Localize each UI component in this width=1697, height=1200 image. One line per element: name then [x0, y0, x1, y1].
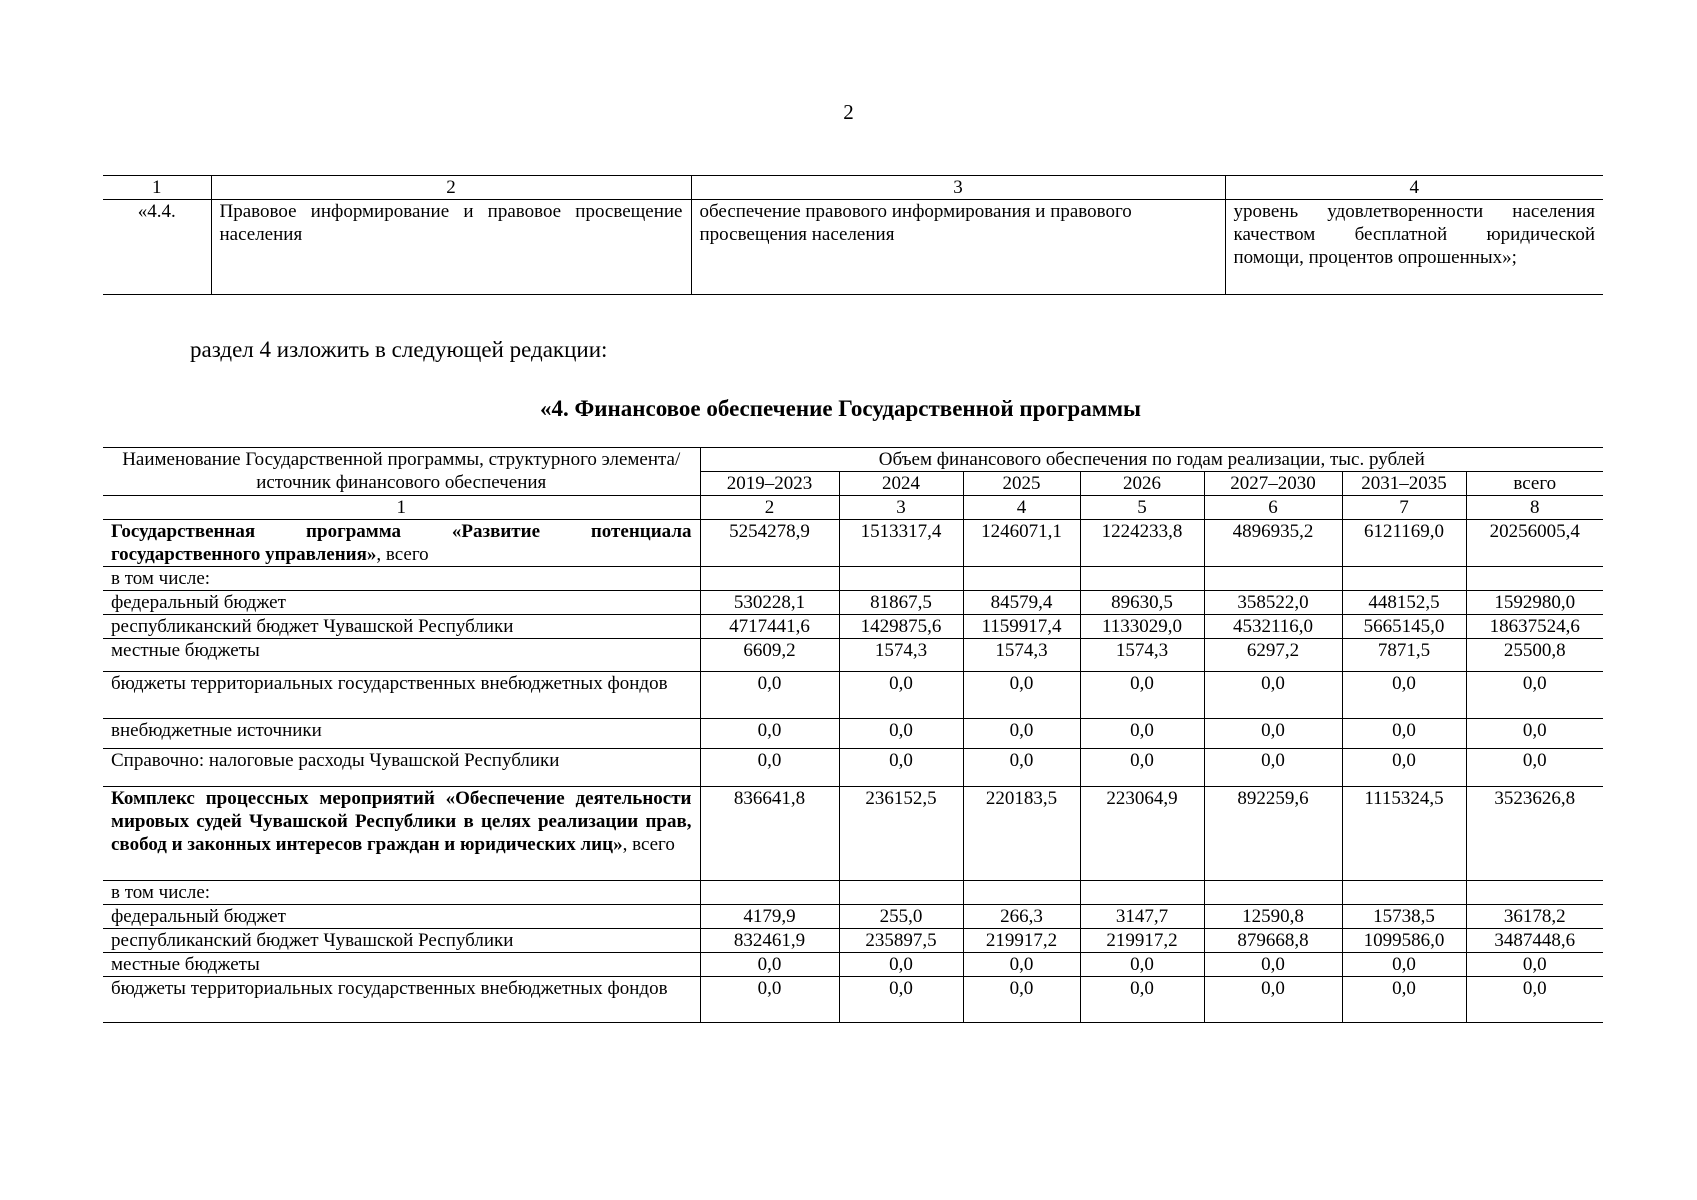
column-number-cell: 4: [963, 496, 1080, 520]
row-name: республиканский бюджет Чувашской Республики: [103, 929, 700, 953]
row-name: в том числе:: [103, 881, 700, 905]
value-cell: 0,0: [1466, 672, 1603, 719]
finance-row: [103, 567, 1603, 591]
value-cell: 219917,2: [963, 929, 1080, 953]
instruction-text: раздел 4 изложить в следующей редакции:: [190, 337, 608, 362]
column-number-cell: 6: [1204, 496, 1342, 520]
value-cell: 18637524,6: [1466, 615, 1603, 639]
year-cell: 2031–2035: [1342, 472, 1466, 496]
value-cell: 0,0: [839, 977, 963, 1023]
value-cell: 266,3: [963, 905, 1080, 929]
row-name: Справочно: налоговые расходы Чувашской Республики: [103, 749, 700, 787]
value-cell: 0,0: [1204, 672, 1342, 719]
value-cell: 1574,3: [839, 639, 963, 672]
value-cell: 1246071,1: [963, 520, 1080, 567]
value-cell: 0,0: [700, 672, 839, 719]
finance-row: [103, 905, 1603, 929]
finance-row: [103, 977, 1603, 1023]
value-cell: 1224233,8: [1080, 520, 1204, 567]
column-number-cell: 2: [700, 496, 839, 520]
value-cell: 0,0: [700, 953, 839, 977]
value-cell: [1204, 567, 1342, 591]
value-cell: 0,0: [963, 672, 1080, 719]
value-cell: 5254278,9: [700, 520, 839, 567]
header-cell: 4: [1225, 176, 1603, 200]
value-cell: 0,0: [1342, 977, 1466, 1023]
value-cell: 0,0: [839, 672, 963, 719]
indicators-table: [103, 175, 1603, 295]
row-name: федеральный бюджет: [103, 591, 700, 615]
header-cell: 1: [103, 176, 211, 200]
value-cell: [1466, 567, 1603, 591]
value-cell: 4896935,2: [1204, 520, 1342, 567]
value-cell: [839, 881, 963, 905]
task-name: Правовое информирование и правовое просвещение населения: [211, 200, 691, 295]
row-name: федеральный бюджет: [103, 905, 700, 929]
header-cell: 2: [211, 176, 691, 200]
value-cell: 0,0: [1204, 749, 1342, 787]
value-cell: 0,0: [963, 953, 1080, 977]
value-cell: 6121169,0: [1342, 520, 1466, 567]
item-number: «4.4.: [103, 200, 211, 295]
value-cell: 1592980,0: [1466, 591, 1603, 615]
value-cell: [1466, 881, 1603, 905]
year-cell: 2027–2030: [1204, 472, 1342, 496]
value-cell: 25500,8: [1466, 639, 1603, 672]
value-cell: 0,0: [1342, 672, 1466, 719]
value-cell: 0,0: [1204, 953, 1342, 977]
value-cell: [1080, 881, 1204, 905]
column-numbers-row: [103, 496, 1603, 520]
value-cell: 1099586,0: [1342, 929, 1466, 953]
finance-row: [103, 719, 1603, 749]
value-cell: 832461,9: [700, 929, 839, 953]
value-cell: 6609,2: [700, 639, 839, 672]
value-cell: 1115324,5: [1342, 787, 1466, 881]
value-cell: [700, 567, 839, 591]
column-number-cell: 7: [1342, 496, 1466, 520]
value-cell: 3523626,8: [1466, 787, 1603, 881]
value-cell: 36178,2: [1466, 905, 1603, 929]
finance-row: [103, 953, 1603, 977]
value-cell: [1342, 881, 1466, 905]
value-cell: 12590,8: [1204, 905, 1342, 929]
row-name: [103, 787, 700, 881]
value-cell: 235897,5: [839, 929, 963, 953]
value-cell: 0,0: [1204, 977, 1342, 1023]
value-cell: 0,0: [700, 749, 839, 787]
value-cell: 20256005,4: [1466, 520, 1603, 567]
value-cell: 1159917,4: [963, 615, 1080, 639]
row-name: местные бюджеты: [103, 953, 700, 977]
value-cell: 0,0: [1342, 719, 1466, 749]
value-cell: 0,0: [963, 749, 1080, 787]
finance-row: [103, 672, 1603, 719]
value-cell: 81867,5: [839, 591, 963, 615]
value-cell: 3487448,6: [1466, 929, 1603, 953]
year-cell: 2025: [963, 472, 1080, 496]
value-cell: 0,0: [1080, 719, 1204, 749]
value-cell: 448152,5: [1342, 591, 1466, 615]
finance-row: [103, 615, 1603, 639]
value-cell: 223064,9: [1080, 787, 1204, 881]
column-number-cell: 3: [839, 496, 963, 520]
finance-header-row: [103, 448, 1603, 472]
value-cell: 84579,4: [963, 591, 1080, 615]
value-cell: 0,0: [1466, 953, 1603, 977]
value-cell: [1342, 567, 1466, 591]
finance-row: [103, 881, 1603, 905]
value-cell: 0,0: [1080, 672, 1204, 719]
value-cell: 892259,6: [1204, 787, 1342, 881]
value-cell: 0,0: [1466, 719, 1603, 749]
value-cell: 4717441,6: [700, 615, 839, 639]
value-cell: [1204, 881, 1342, 905]
finance-row: [103, 929, 1603, 953]
value-cell: 6297,2: [1204, 639, 1342, 672]
section-title: «4. Финансовое обеспечение Государственной программы: [540, 396, 1141, 421]
value-cell: 836641,8: [700, 787, 839, 881]
value-cell: [963, 567, 1080, 591]
value-cell: 879668,8: [1204, 929, 1342, 953]
value-cell: 0,0: [963, 719, 1080, 749]
row-name-tail: , всего: [622, 834, 675, 855]
column-number-cell: 5: [1080, 496, 1204, 520]
finance-row: [103, 639, 1603, 672]
value-cell: 0,0: [1466, 749, 1603, 787]
row-name-tail: , всего: [376, 544, 429, 565]
value-cell: [700, 881, 839, 905]
value-cell: 1513317,4: [839, 520, 963, 567]
value-cell: 1574,3: [963, 639, 1080, 672]
indicators-header-row: [103, 176, 1603, 200]
value-cell: 5665145,0: [1342, 615, 1466, 639]
row-name: в том числе:: [103, 567, 700, 591]
value-cell: 255,0: [839, 905, 963, 929]
value-cell: 358522,0: [1204, 591, 1342, 615]
value-cell: 15738,5: [1342, 905, 1466, 929]
row-name-bold: Комплекс процессных мероприятий «Обеспечение деятельности мировых судей Чувашской Республики в целях реализации прав, свобод и законных интересов граждан и юридических лиц»: [111, 788, 692, 855]
value-cell: 7871,5: [1342, 639, 1466, 672]
header-volume: Объем финансового обеспечения по годам реализации, тыс. рублей: [700, 448, 1603, 472]
year-cell: всего: [1466, 472, 1603, 496]
finance-row: [103, 520, 1603, 567]
value-cell: [1080, 567, 1204, 591]
column-number-cell: 1: [103, 496, 700, 520]
value-cell: 0,0: [839, 953, 963, 977]
value-cell: 89630,5: [1080, 591, 1204, 615]
value-cell: 0,0: [1080, 977, 1204, 1023]
value-cell: 236152,5: [839, 787, 963, 881]
row-name-bold: Государственная программа «Развитие потенциала государственного управления»: [111, 521, 692, 565]
finance-row: [103, 787, 1603, 881]
value-cell: 3147,7: [1080, 905, 1204, 929]
value-cell: [839, 567, 963, 591]
header-cell: 3: [691, 176, 1225, 200]
value-cell: 0,0: [700, 719, 839, 749]
value-cell: 4532116,0: [1204, 615, 1342, 639]
value-cell: 0,0: [963, 977, 1080, 1023]
value-cell: 0,0: [839, 749, 963, 787]
value-cell: 220183,5: [963, 787, 1080, 881]
row-name: бюджеты территориальных государственных внебюджетных фондов: [103, 977, 700, 1023]
value-cell: 4179,9: [700, 905, 839, 929]
column-number-cell: 8: [1466, 496, 1603, 520]
finance-table: [103, 447, 1603, 1023]
indicator-text: уровень удовлетворенности населения качеством бесплатной юридической помощи, процентов опрошенных»;: [1225, 200, 1603, 295]
page-number: 2: [843, 100, 854, 124]
row-name: внебюджетные источники: [103, 719, 700, 749]
value-cell: 0,0: [700, 977, 839, 1023]
value-cell: 1574,3: [1080, 639, 1204, 672]
value-cell: 530228,1: [700, 591, 839, 615]
row-name: республиканский бюджет Чувашской Республики: [103, 615, 700, 639]
value-cell: 0,0: [1466, 977, 1603, 1023]
value-cell: [963, 881, 1080, 905]
year-cell: 2026: [1080, 472, 1204, 496]
row-name: [103, 520, 700, 567]
value-cell: 0,0: [1080, 749, 1204, 787]
finance-row: [103, 749, 1603, 787]
finance-row: [103, 591, 1603, 615]
row-name: местные бюджеты: [103, 639, 700, 672]
year-cell: 2024: [839, 472, 963, 496]
value-cell: 1133029,0: [1080, 615, 1204, 639]
indicators-row: [103, 200, 1603, 295]
task-description: обеспечение правового информирования и правового просвещения населения: [691, 200, 1225, 295]
value-cell: 0,0: [1342, 953, 1466, 977]
value-cell: 219917,2: [1080, 929, 1204, 953]
value-cell: 0,0: [1342, 749, 1466, 787]
value-cell: 0,0: [839, 719, 963, 749]
year-cell: 2019–2023: [700, 472, 839, 496]
value-cell: 0,0: [1080, 953, 1204, 977]
value-cell: 1429875,6: [839, 615, 963, 639]
value-cell: 0,0: [1204, 719, 1342, 749]
header-name: Наименование Государственной программы, структурного элемента/источник финансового обеспечения: [103, 448, 700, 496]
row-name: бюджеты территориальных государственных внебюджетных фондов: [103, 672, 700, 719]
